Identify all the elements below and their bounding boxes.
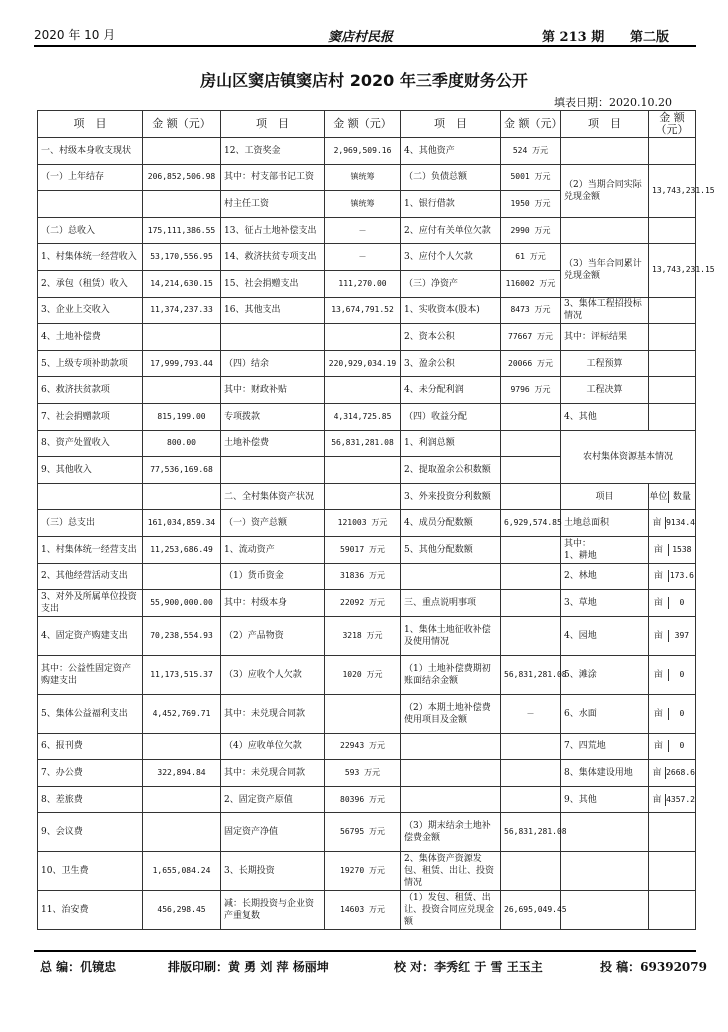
table-row: [38, 297, 696, 324]
amount-cell: [501, 590, 561, 617]
amount-cell: 1020 万元: [325, 655, 401, 694]
amount-cell: [501, 563, 561, 590]
amount-cell: 22943 万元: [325, 733, 401, 760]
item-cell: 4、土地补偿费: [38, 324, 143, 351]
amount-cell: 77,536,169.68: [143, 457, 221, 484]
resource-head-unit: 单位: [649, 491, 668, 502]
item-cell: （二）负债总额: [401, 164, 501, 191]
resource-unit: [649, 760, 696, 787]
amount-cell: 20066 万元: [501, 350, 561, 377]
amount-cell: [501, 733, 561, 760]
table-row: [38, 403, 696, 430]
item-cell: 13、征占土地补偿支出: [221, 217, 325, 244]
item-cell: 固定资产净值: [221, 813, 325, 852]
item-cell: 其中：村支部书记工资: [221, 164, 325, 191]
item-cell: 5、上级专项补助款项: [38, 350, 143, 377]
resource-unit: 亩: [649, 544, 669, 556]
item-cell: （1）土地补偿费期初账面结余金额: [401, 655, 501, 694]
table-row: [38, 813, 696, 852]
empty-cell: [561, 217, 649, 244]
amount-cell: 11,253,686.49: [143, 536, 221, 563]
item-cell: （2）本期土地补偿费使用项目及金额: [401, 694, 501, 733]
item-cell: 二、全村集体资产状况: [221, 483, 325, 510]
amount-cell: 4,452,769.71: [143, 694, 221, 733]
item-cell: 减：长期投资与企业资产重复数: [221, 891, 325, 930]
amount-cell: 56795 万元: [325, 813, 401, 852]
table-row: [38, 430, 696, 457]
empty-cell: [561, 852, 649, 891]
table-row: [38, 510, 696, 537]
table-row: [38, 760, 696, 787]
item-cell: （四）收益分配: [401, 403, 501, 430]
amount-cell: [325, 694, 401, 733]
amount-cell: [501, 457, 561, 484]
resource-head-item: 项目: [561, 483, 649, 510]
item-cell: 9、其他收入: [38, 457, 143, 484]
item-cell: （3）应收个人欠款: [221, 655, 325, 694]
item-cell: 6、救济扶贫款项: [38, 377, 143, 404]
item-cell: 村主任工资: [221, 191, 325, 218]
empty-cell: [561, 138, 649, 165]
col4-value: 13,743,231.15: [649, 164, 696, 217]
amount-cell: [325, 483, 401, 510]
item-cell: 其中：未兑现合同款: [221, 694, 325, 733]
amount-cell: [143, 813, 221, 852]
item-cell: 1、实收资本(股本): [401, 297, 501, 324]
amount-cell: [501, 403, 561, 430]
empty-cell: [649, 217, 696, 244]
item-cell: （1）货币资金: [221, 563, 325, 590]
table-row: [38, 350, 696, 377]
col4-label: 4、其他: [561, 403, 649, 430]
amount-cell: [143, 786, 221, 813]
fill-date: 填表日期：2020.10.20: [554, 96, 672, 109]
resource-qty: 0: [679, 597, 685, 607]
item-cell: 其中：未兑现合同款: [221, 760, 325, 787]
amount-cell: [325, 324, 401, 351]
table-row: [38, 891, 696, 930]
item-cell: （一）资产总额: [221, 510, 325, 537]
column-header: 项 目: [561, 111, 649, 138]
amount-cell: [501, 852, 561, 891]
column-header: 项 目: [38, 111, 143, 138]
item-cell: 10、卫生费: [38, 852, 143, 891]
item-cell: 3、企业上交收入: [38, 297, 143, 324]
col4-label: 其中：评标结果: [561, 324, 649, 351]
footer-proof: 校 对：李秀红 于 雪 王玉主: [394, 960, 543, 974]
amount-cell: 镇统筹: [325, 191, 401, 218]
amount-cell: －: [325, 244, 401, 271]
item-cell: 其中：公益性固定资产购建支出: [38, 655, 143, 694]
resource-item: 3、草地: [561, 590, 649, 617]
amount-cell: 3218 万元: [325, 616, 401, 655]
amount-cell: 19270 万元: [325, 852, 401, 891]
empty-cell: [649, 852, 696, 891]
amount-cell: 26,695,049.45: [501, 891, 561, 930]
item-cell: 7、办公费: [38, 760, 143, 787]
column-header: 金 额（元）: [325, 111, 401, 138]
amount-cell: 56,831,281.08: [325, 430, 401, 457]
amount-cell: [501, 430, 561, 457]
resource-item: 其中： 1、耕地: [561, 536, 649, 563]
resource-unit: 亩: [649, 767, 666, 779]
table-row: [38, 164, 696, 191]
item-cell: 1、银行借款: [401, 191, 501, 218]
col4-label: 3、集体工程招投标情况: [561, 297, 649, 324]
resource-qty: 2668.6: [666, 768, 695, 778]
table-row: [38, 852, 696, 891]
amount-cell: 17,999,793.44: [143, 350, 221, 377]
item-cell: [38, 483, 143, 510]
resources-title: 农村集体资源基本情况: [561, 430, 696, 483]
table-header: [38, 111, 696, 138]
item-cell: 8、差旅费: [38, 786, 143, 813]
resource-qty: 173.6: [669, 571, 694, 581]
item-cell: 土地补偿费: [221, 430, 325, 457]
column-header: 金 额（元）: [501, 111, 561, 138]
amount-cell: 2,969,509.16: [325, 138, 401, 165]
amount-cell: －: [501, 694, 561, 733]
amount-cell: 815,199.00: [143, 403, 221, 430]
resource-unit: [649, 733, 696, 760]
amount-cell: 14,214,630.15: [143, 270, 221, 297]
resource-qty: 0: [679, 741, 685, 751]
item-cell: 1、村集体统一经营支出: [38, 536, 143, 563]
table-row: [38, 590, 696, 617]
table-row: [38, 244, 696, 271]
col4-label: 工程预算: [561, 350, 649, 377]
amount-cell: [501, 616, 561, 655]
amount-cell: 11,374,237.33: [143, 297, 221, 324]
item-cell: [221, 324, 325, 351]
page-title: 房山区窦店镇窦店村 2020 年三季度财务公开: [200, 71, 528, 90]
amount-cell: 1950 万元: [501, 191, 561, 218]
amount-cell: 593 万元: [325, 760, 401, 787]
table-row: [38, 217, 696, 244]
empty-cell: [561, 813, 649, 852]
resource-unit: 亩: [649, 570, 669, 582]
item-cell: 1、利润总额: [401, 430, 501, 457]
table-row: [38, 733, 696, 760]
resource-unit: [649, 590, 696, 617]
amount-cell: [143, 483, 221, 510]
item-cell: 3、应付个人欠款: [401, 244, 501, 271]
resource-qty: 0: [679, 708, 685, 718]
resource-item: 8、集体建设用地: [561, 760, 649, 787]
table-row: [38, 616, 696, 655]
item-cell: 2、资本公积: [401, 324, 501, 351]
item-cell: 1、村集体统一经营收入: [38, 244, 143, 271]
footer-editor: 总 编：仉镜忠: [40, 960, 117, 974]
amount-cell: 31836 万元: [325, 563, 401, 590]
col4-label: 工程决算: [561, 377, 649, 404]
amount-cell: [501, 760, 561, 787]
amount-cell: 55,900,000.00: [143, 590, 221, 617]
col4-label: （3）当年合同累计兑现金额: [561, 244, 649, 297]
item-cell: 9、会议费: [38, 813, 143, 852]
amount-cell: 5001 万元: [501, 164, 561, 191]
resource-unit: [649, 563, 696, 590]
amount-cell: [143, 138, 221, 165]
amount-cell: 镇统筹: [325, 164, 401, 191]
amount-cell: 9796 万元: [501, 377, 561, 404]
item-cell: 1、集体土地征收补偿及使用情况: [401, 616, 501, 655]
amount-cell: [501, 786, 561, 813]
item-cell: 14、救济扶贫专项支出: [221, 244, 325, 271]
table-row: [38, 324, 696, 351]
item-cell: （一）上年结存: [38, 164, 143, 191]
item-cell: 4、未分配利润: [401, 377, 501, 404]
table-row: [38, 536, 696, 563]
item-cell: （三）净资产: [401, 270, 501, 297]
item-cell: 6、报刊费: [38, 733, 143, 760]
amount-cell: 220,929,034.19: [325, 350, 401, 377]
col4-value: [649, 377, 696, 404]
column-header: 金 额（元）: [649, 111, 696, 138]
item-cell: [401, 733, 501, 760]
item-cell: [38, 191, 143, 218]
amount-cell: 206,852,506.98: [143, 164, 221, 191]
item-cell: （4）应收单位欠款: [221, 733, 325, 760]
col4-value: [649, 350, 696, 377]
col4-label: （2）当期合同实际兑现金额: [561, 164, 649, 217]
item-cell: 15、社会捐赠支出: [221, 270, 325, 297]
amount-cell: [143, 377, 221, 404]
footer-contribute: 投 稿：69392079: [600, 960, 707, 974]
amount-cell: 14603 万元: [325, 891, 401, 930]
item-cell: 2、提取盈余公积数额: [401, 457, 501, 484]
resource-qty: 397: [674, 630, 690, 640]
resource-qty: 9134.4: [666, 518, 695, 528]
resource-item: 6、水面: [561, 694, 649, 733]
column-header: 金 额（元）: [143, 111, 221, 138]
empty-cell: [649, 813, 696, 852]
resource-item: 4、园地: [561, 616, 649, 655]
table-row: [38, 563, 696, 590]
amount-cell: 121003 万元: [325, 510, 401, 537]
item-cell: 16、其他支出: [221, 297, 325, 324]
item-cell: [401, 563, 501, 590]
amount-cell: 56,831,281.08: [501, 813, 561, 852]
amount-cell: 80396 万元: [325, 786, 401, 813]
item-cell: [221, 457, 325, 484]
resource-unit: [649, 616, 696, 655]
item-cell: 其中：财政补贴: [221, 377, 325, 404]
item-cell: 11、治安费: [38, 891, 143, 930]
resource-unit: 亩: [649, 630, 669, 642]
amount-cell: 22092 万元: [325, 590, 401, 617]
item-cell: [401, 760, 501, 787]
amount-cell: 11,173,515.37: [143, 655, 221, 694]
item-cell: 2、集体资产资源发包、租赁、出让、投资情况: [401, 852, 501, 891]
amount-cell: －: [325, 217, 401, 244]
item-cell: 4、其他资产: [401, 138, 501, 165]
item-cell: 7、社会捐赠款项: [38, 403, 143, 430]
amount-cell: 13,674,791.52: [325, 297, 401, 324]
item-cell: 3、外来投资分利数额: [401, 483, 501, 510]
resource-unit: [649, 694, 696, 733]
item-cell: 一、村级本身收支现状: [38, 138, 143, 165]
header-rule: [34, 45, 696, 47]
amount-cell: [325, 457, 401, 484]
item-cell: 3、长期投资: [221, 852, 325, 891]
resource-unit: 亩: [649, 794, 666, 806]
item-cell: 12、工资奖金: [221, 138, 325, 165]
amount-cell: 70,238,554.93: [143, 616, 221, 655]
amount-cell: [501, 536, 561, 563]
item-cell: 5、其他分配数额: [401, 536, 501, 563]
amount-cell: 6,929,574.85: [501, 510, 561, 537]
item-cell: （二）总收入: [38, 217, 143, 244]
amount-cell: 322,894.84: [143, 760, 221, 787]
item-cell: （3）期末结余土地补偿费金额: [401, 813, 501, 852]
item-cell: [401, 786, 501, 813]
col4-value: [649, 403, 696, 430]
amount-cell: 4,314,725.85: [325, 403, 401, 430]
item-cell: （四）结余: [221, 350, 325, 377]
resource-unit: 亩: [649, 708, 669, 720]
item-cell: （1）发包、租赁、出让、投资合同应兑现金额: [401, 891, 501, 930]
amount-cell: 77667 万元: [501, 324, 561, 351]
resource-item: 土地总面积: [561, 510, 649, 537]
resource-unit: [649, 510, 696, 537]
resource-unit: 亩: [649, 517, 666, 529]
resource-unit: 亩: [649, 597, 669, 609]
footer-rule: [34, 950, 696, 952]
amount-cell: 8473 万元: [501, 297, 561, 324]
amount-cell: [143, 324, 221, 351]
amount-cell: 53,170,556.95: [143, 244, 221, 271]
item-cell: 1、流动资产: [221, 536, 325, 563]
issue-number: 第 213 期: [542, 30, 605, 45]
amount-cell: 56,831,281.08: [501, 655, 561, 694]
resource-head-unitqty: [649, 483, 696, 510]
resource-unit: 亩: [649, 669, 669, 681]
item-cell: 2、固定资产原值: [221, 786, 325, 813]
item-cell: 2、承包（租赁）收入: [38, 270, 143, 297]
header-date: 2020 年 10 月: [34, 28, 116, 42]
amount-cell: 61 万元: [501, 244, 561, 271]
col4-value: [649, 297, 696, 324]
item-cell: 三、重点说明事项: [401, 590, 501, 617]
amount-cell: 59017 万元: [325, 536, 401, 563]
amount-cell: 456,298.45: [143, 891, 221, 930]
item-cell: 3、盈余公积: [401, 350, 501, 377]
amount-cell: 800.00: [143, 430, 221, 457]
amount-cell: [143, 563, 221, 590]
item-cell: 专项拨款: [221, 403, 325, 430]
resource-qty: 0: [679, 669, 685, 679]
amount-cell: [325, 377, 401, 404]
item-cell: 3、对外及所属单位投资支出: [38, 590, 143, 617]
table-row: [38, 483, 696, 510]
edition-label: 第二版: [630, 30, 670, 45]
amount-cell: 116002 万元: [501, 270, 561, 297]
empty-cell: [649, 138, 696, 165]
item-cell: 2、应付有关单位欠款: [401, 217, 501, 244]
resource-qty: 1538: [672, 544, 692, 554]
page-header: [34, 24, 694, 46]
amount-cell: [501, 483, 561, 510]
resource-item: 5、滩涂: [561, 655, 649, 694]
resource-unit: [649, 536, 696, 563]
item-cell: 2、其他经营活动支出: [38, 563, 143, 590]
footer-layout: 排版印刷：黄 勇 刘 萍 杨丽坤: [168, 960, 329, 974]
amount-cell: 111,270.00: [325, 270, 401, 297]
item-cell: （2）产品物资: [221, 616, 325, 655]
amount-cell: 524 万元: [501, 138, 561, 165]
table-row: [38, 138, 696, 165]
page-footer: [40, 958, 707, 978]
resource-unit: 亩: [649, 740, 669, 752]
amount-cell: [143, 733, 221, 760]
amount-cell: [143, 191, 221, 218]
finance-table: [37, 110, 715, 930]
table-row: [38, 786, 696, 813]
resource-head-qty: 数量: [672, 491, 691, 502]
newspaper-name: 窦店村民报: [328, 30, 394, 45]
amount-cell: 175,111,386.55: [143, 217, 221, 244]
table-row: [38, 694, 696, 733]
item-cell: 4、固定资产购建支出: [38, 616, 143, 655]
item-cell: （三）总支出: [38, 510, 143, 537]
item-cell: 其中：村级本身: [221, 590, 325, 617]
resource-unit: [649, 786, 696, 813]
resource-item: 2、林地: [561, 563, 649, 590]
empty-cell: [561, 891, 649, 930]
item-cell: 4、成员分配数额: [401, 510, 501, 537]
amount-cell: 2990 万元: [501, 217, 561, 244]
resource-qty: 4357.2: [666, 794, 695, 804]
amount-cell: 161,034,859.34: [143, 510, 221, 537]
resource-item: 9、其他: [561, 786, 649, 813]
col4-value: [649, 324, 696, 351]
empty-cell: [649, 891, 696, 930]
amount-cell: 1,655,084.24: [143, 852, 221, 891]
table-row: [38, 655, 696, 694]
resource-item: 7、四荒地: [561, 733, 649, 760]
item-cell: 5、集体公益福利支出: [38, 694, 143, 733]
column-header: 项 目: [401, 111, 501, 138]
resource-unit: [649, 655, 696, 694]
column-header: 项 目: [221, 111, 325, 138]
table-row: [38, 377, 696, 404]
item-cell: 8、资产处置收入: [38, 430, 143, 457]
col4-value: 13,743,231.15: [649, 244, 696, 297]
